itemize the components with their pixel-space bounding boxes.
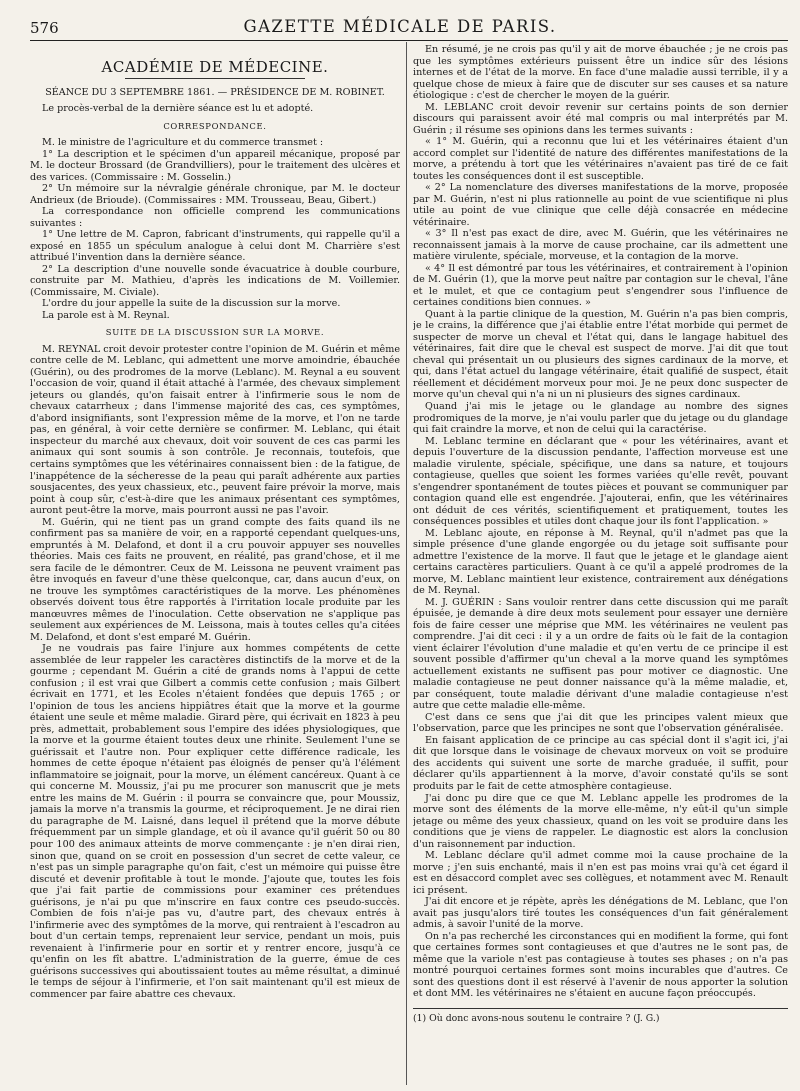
paragraph: C'est dans ce sens que j'ai dit que les principes valent mieux que l'observation, parce que les principes ne sont que l'observation généralisée.	[413, 711, 788, 735]
suite-paragraphs	[30, 344, 400, 1000]
paragraph: M. Leblanc déclare qu'il admet comme moi la cause prochaine de la morve ; j'en suis enchanté, mais il n'en est pas moins vrai qu'à cet égard il est en désaccord complet avec ses collègues, et notamment avec M. Renault ici présent.	[413, 850, 788, 896]
right-paragraphs	[413, 44, 788, 1000]
correspondance-heading: CORRESPONDANCE.	[163, 120, 267, 131]
paragraph: M. Leblanc termine en déclarant que « pour les vétérinaires, avant et depuis l'ouverture de la discussion pendante, l'affection morveuse est une maladie virulente, spéciale, spécifique, une dans sa nature, et toujours contagieuse, quelles que soient les formes variées qu'elle revêt, pouvant s'engendrer spontanément de toutes pièces et pouvant se communiquer par contagion quand elle est engendrée. J'ajouterai, enfin, que les vétérinaires ont déduit de ces vérités, scientifiquement et pratiquement, toutes les conséquences possibles et utiles dont chaque jour ils font l'application. »	[413, 435, 788, 528]
paragraph: La correspondance non officielle comprend les communications suivantes :	[30, 206, 400, 229]
right-column-text	[413, 44, 788, 1024]
paragraph: M. Leblanc ajoute, en réponse à M. Reynal, qu'il n'admet pas que la simple présence d'une glande engorgée ou du jetage soit suffisante pour admettre l'existence de la morve. Il faut que le jetage et le glandage aient certains caractères particuliers. Quant à ce qu'il a appelé prodromes de la morve, M. Leblanc maintient leur existence, contrairement aux dénégations de M. Reynal.	[413, 527, 788, 597]
paragraph: M. J. GUÉRIN : Sans vouloir rentrer dans cette discussion qui me paraît épuisée, je demande à dire deux mots seulement pour essayer une dernière fois de faire cesser une méprise que MM. les vétérinaires ne veulent pas comprendre. J'ai dit ceci : il y a un ordre de faits où le fait de la contagion vient éclairer l'évolution d'une maladie et qu'en vertu de ce principe il est souvent possible d'affirmer qu'un cheval a la morve quand les symptômes actuellement existants ne suffisent pas pour motiver ce diagnostic. Une maladie contagieuse ne peut donner naissance qu'à la même maladie, et, par conséquent, toute maladie dérivant d'une maladie contagieuse n'est autre que cette maladie elle-même.	[413, 596, 788, 712]
paragraph: M. LEBLANC croit devoir revenir sur certains points de son dernier discours qui paraissent avoir été mal compris ou mal interprétés par M. Guérin ; il résume ses opinions dans les termes suivants :	[413, 101, 788, 136]
header-rule	[30, 40, 788, 41]
paragraph: Je ne voudrais pas faire l'injure aux hommes compétents de cette assemblée de leur rappeler les caractères distinctifs de la morve et de la gourme ; cependant M. Guérin a cité de grands noms à l'appui de cette confusion ; il est vrai que Gilbert a commis cette confusion ; mais Gilbert écrivait en 1771, et les Ecoles n'étaient fondées que depuis 1765 ; or l'opinion de tous les anciens hippiâtres était que la morve et la gourme étaient une seule et même maladie. Girard père, qui écrivait en 1823 à peu près, admettait, probablement sous l'empire des idées physiologiques, que la morve et la gourme étaient toutes deux une rhinite. Seulement l'une se guérissait et l'autre non. Pour expliquer cette différence radicale, les hommes de cette époque n'étaient pas éloignés de penser qu'à l'élément inflammatoire se joignait, pour la morve, un élément cancéreux. Quant à ce qui concerne M. Moussiz, j'ai pu me procurer son manuscrit que je mets entre les mains de M. Guérin : il pourra se convaincre que, pour Moussiz, jamais la morve n'a transmis la gourme, et réciproquement. Je ne dirai rien du paragraphe de M. Laisné, dans lequel il prétend que la morve débute fréquemment par un simple glandage, et où il avance qu'il guérit 50 ou 80 pour 100 des animaux atteints de morve commençante : je n'en dirai rien, sinon que, quand on se croit en possession d'un secret de cette valeur, ce n'est pas un simple paragraphe qu'on fait, c'est un mémoire qui puisse être discuté et devenir profitable à tout le monde. J'ajoute que, toutes les fois que j'ai fait partie de commissions pour examiner ces prétendues guérisons, je n'ai pu que m'inscrire en faux contre ces pseudo-succès. Combien de fois n'ai-je pas vu, d'autre part, des chevaux entrés à l'infirmerie avec des symptômes de la morve, qui rentraient à l'escadron au bout d'un certain temps, reprenaient leur service, pendant un mois, puis revenaient à l'infirmerie pour en sortir et y rentrer encore, jusqu'à ce qu'enfin on les fît abattre. L'administration de la guerre, émue de ces guérisons successives qui aboutissaient toutes au même résultat, a diminué le temps de séjour à l'infirmerie, et l'on sait maintenant qu'il est mieux de commencer par faire abattre ces chevaux.	[30, 643, 400, 1000]
page-header	[0, 0, 800, 40]
left-column-text	[30, 58, 400, 1000]
correspondance-paragraphs	[30, 137, 400, 321]
paragraph: M. le ministre de l'agriculture et du commerce transmet :	[42, 137, 324, 149]
left-column	[30, 44, 400, 1000]
title-rule	[125, 78, 305, 79]
paragraph: J'ai donc pu dire que ce que M. Leblanc appelle les prodromes de la morve sont des éléments de la morve elle-même, n'y eût-il qu'un simple jetage ou même des yeux chassieux, quand on les voit se produire dans les conditions que je viens de rappeler. Le diagnostic est alors la conclusion d'un raisonnement par induction.	[413, 792, 788, 850]
paragraph: Le procès-verbal de la dernière séance est lu et adopté.	[42, 103, 314, 115]
paragraph: 1° La description et le spécimen d'un appareil mécanique, proposé par M. le docteur Brossard (de Grandvilliers), pour le traitement des ulcères et des varices. (Commissaire : M. Gosselin.)	[30, 148, 400, 183]
paragraph: 2° La description d'une nouvelle sonde évacuatrice à double courbure, construite par M. Mathieu, d'après les indications de M. Voillemier. (Commissaire, M. Civiale).	[30, 263, 400, 298]
paragraph: M. REYNAL croit devoir protester contre l'opinion de M. Guérin et même contre celle de M. Leblanc, qui admettent une morve amoindrie, ébauchée (Guérin), ou des prodromes de la morve (Leblanc). M. Reynal a eu souvent l'occasion de voir, quand il était attaché à l'armée, des chevaux simplement jeteurs ou glandés, qu'on faisait entrer à l'infirmerie sous le nom de chevaux catarrheux ; dans l'immense majorité des cas, ces symptômes, d'abord insignifiants, sont l'expression même de la morve, et l'on ne tarde pas, en général, à voir cette dernière se confirmer. M. Leblanc, qui était inspecteur du marché aux chevaux, doit voir souvent de ces cas parmi les animaux qui sont soumis à son contrôle. Je reconnais, toutefois, que certains symptômes que les vétérinaires connaissent bien : de la fatigue, de l'inappétence de la sécheresse de la peau qui paraît adhérente aux parties sousjacentes, des yeux chassieux, etc., peuvent faire prévoir la morve, mais point à coup sûr, c'est-à-dire que les animaux présentant ces symptômes, auront peut-être la morve, mais pourront aussi ne pas l'avoir.	[30, 343, 400, 517]
paragraph: En faisant application de ce principe au cas spécial dont il s'agit ici, j'ai dit que lorsque dans le voisinage de chevaux morveux on voit se produire des accidents qui suivent une sorte de marche graduée, il suffit, pour déclarer qu'ils appartiennent à la morve, d'avoir constaté qu'ils se sont produits par le fait de cette atmosphère contagieuse.	[413, 734, 788, 792]
paragraph: 1° Une lettre de M. Capron, fabricant d'instruments, qui rappelle qu'il a exposé en 1855 un spéculum analogue à celui dont M. Charrière s'est attribué l'invention dans la dernière séance.	[30, 229, 400, 264]
paragraph: La parole est à M. Reynal.	[42, 309, 170, 321]
academy-title: ACADÉMIE DE MÉDECINE.	[101, 58, 329, 76]
right-column	[413, 44, 788, 1024]
paragraph: M. Guérin, qui ne tient pas un grand compte des faits quand ils ne confirment pas sa manière de voir, en a rapporté cependant quelques-uns, empruntés à M. Delafond, et dont il a cru pouvoir appuyer ses nouvelles théories. Mais ces faits ne prouvent, en réalité, pas grand'chose, et il me sera facile de le démontrer. Ceux de M. Leissona ne peuvent vraiment pas être invoqués en faveur d'une thèse quelconque, car, dans aucun d'eux, on ne trouve les symptômes caractéristiques de la morve. Les phénomènes observés doivent tous être rapportés à l'irritation locale produite par les manœuvres mêmes de l'inoculation. Cette observation ne s'applique pas seulement aux expériences de M. Leissona, mais à toutes celles qu'a citées M. Delafond, et dont s'est emparé M. Guérin.	[30, 516, 400, 643]
paragraph: En résumé, je ne crois pas qu'il y ait de morve ébauchée ; je ne crois pas que les symptômes extérieurs puissent être un indice sûr des lésions internes et de l'état de la morve. En face d'une maladie aussi terrible, il y a quelque chose de mieux à faire que de discuter sur ses causes et sa nature étiologique : c'est de chercher le moyen de la guérir.	[413, 44, 788, 102]
paragraph: L'ordre du jour appelle la suite de la discussion sur la morve.	[42, 298, 341, 310]
footnote: (1) Où donc avons-nous soutenu le contraire ? (J. G.)	[413, 1012, 660, 1024]
footnote-rule	[413, 1008, 788, 1009]
paragraph: « 1° M. Guérin, qui a reconnu que lui et les vétérinaires étaient d'un accord complet sur l'identité de nature des différentes manifestations de la morve, a prétendu à tort que les vétérinaires n'avaient pas tiré de ce fait toutes les conséquences dont il est susceptible.	[413, 136, 788, 182]
paragraph: « 2° La nomenclature des diverses manifestations de la morve, proposée par M. Guérin, n'est ni plus rationnelle au point de vue scientifique ni plus utile au point de vue clinique que celle déjà consacrée en médecine vétérinaire.	[413, 182, 788, 228]
paragraph: Quand j'ai mis le jetage ou le glandage au nombre des signes prodromiques de la morve, je n'ai voulu parler que du jetage ou du glandage qui fait craindre la morve, et non de celui qui la caractérise.	[413, 400, 788, 436]
paragraph: J'ai dit encore et je répète, après les dénégations de M. Leblanc, que l'on avait pas jusqu'alors tiré toutes les conséquences d'un fait généralement admis, à savoir l'unité de la morve.	[413, 896, 788, 931]
suite-heading: SUITE DE LA DISCUSSION SUR LA MORVE.	[105, 327, 325, 338]
journal-title: GAZETTE MÉDICALE DE PARIS.	[243, 17, 557, 36]
paragraph: On n'a pas recherché les circonstances qui en modifient la forme, qui font que certaines formes sont contagieuses et que d'autres ne le sont pas, de même que la variole n'est pas contagieuse à toutes ses phases ; on n'a pas montré pourquoi certaines formes sont moins incurables que d'autres. Ce sont des questions dont il est réservé à l'avenir de nous apporter la solution et dont MM. les vétérinaires ne s'étaient en aucune façon préoccupés.	[413, 930, 788, 1000]
paragraph: Quant à la partie clinique de la question, M. Guérin n'a pas bien compris, je le crains, la différence que j'ai établie entre l'état morbide qui permet de suspecter de morve un cheval et l'état qui, dans le langage habituel des vétérinaires, fait dire que le cheval est suspect de morve. J'ai dit que tout cheval qui présentait un ou plusieurs des signes cardinaux de la morve, et qui, dans l'état actuel du langage vétérinaire, était qualifié de suspect, était réellement et décidément morveux pour moi. Je ne peux donc suspecter de morve qu'un cheval qui n'a ni un ni plusieurs des signes cardinaux.	[413, 308, 788, 401]
paragraph: « 3° Il n'est pas exact de dire, avec M. Guérin, que les vétérinaires ne reconnaissent jamais à la morve de cause prochaine, car ils admettent une matière virulente, spéciale, morveuse, et la contagion de la morve.	[413, 228, 788, 263]
seance-heading: SÉANCE DU 3 SEPTEMBRE 1861. — PRÉSIDENCE DE M. ROBINET.	[45, 86, 385, 98]
column-divider	[406, 42, 407, 1085]
paragraph: « 4° Il est démontré par tous les vétérinaires, et contrairement à l'opinion de M. Guérin (1), que la morve peut naître par contagion sur le cheval, l'âne et le mulet, et que ce contagium peut s'engendrer sous l'influence de certaines conditions bien connues. »	[413, 262, 788, 309]
intro-paragraphs	[30, 103, 400, 115]
page-number: 576	[30, 19, 59, 37]
paragraph: 2° Un mémoire sur la névralgie générale chronique, par M. le docteur Andrieux (de Brioude). (Commissaires : MM. Trousseau, Beau, Gibert.)	[30, 183, 400, 206]
